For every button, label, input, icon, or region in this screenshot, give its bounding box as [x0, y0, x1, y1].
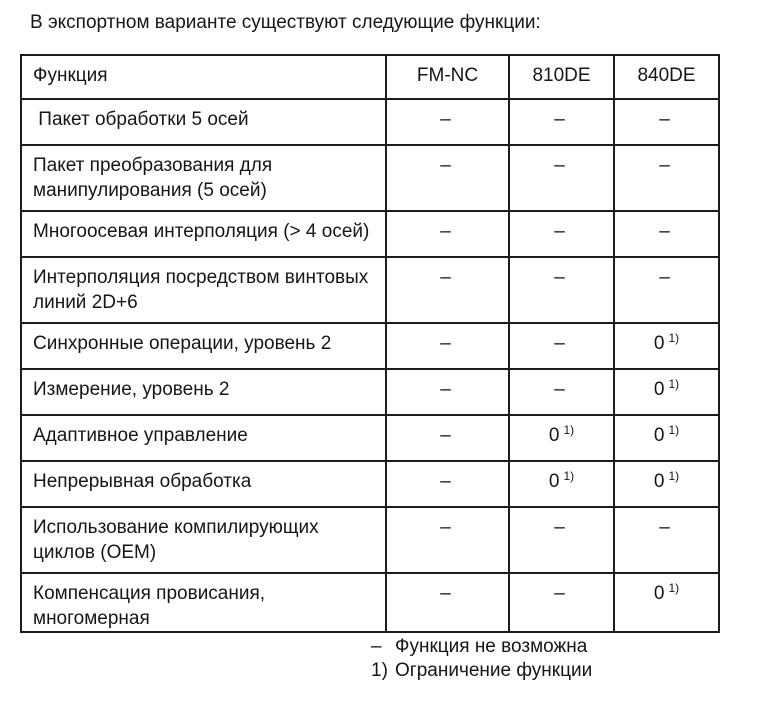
legend-text: Функция не возможна: [395, 636, 588, 657]
value-cell: [386, 507, 509, 573]
cell-value: –: [659, 221, 670, 242]
value-cell: [614, 573, 719, 632]
cell-value: –: [554, 267, 565, 288]
function-label: Адаптивное управление: [21, 415, 386, 461]
cell-footnote: 1): [563, 468, 575, 483]
intro-text: В экспортном варианте существуют следующие функции:: [30, 12, 541, 33]
cell-value: –: [554, 517, 565, 538]
table-row: [21, 507, 719, 573]
cell-value: 0: [653, 425, 665, 446]
table-row: [21, 415, 719, 461]
cell-value: –: [440, 425, 451, 446]
cell-value: –: [440, 583, 451, 604]
value-cell: [509, 145, 614, 211]
cell-value: –: [659, 517, 670, 538]
value-cell: [614, 145, 719, 211]
function-label: Синхронные операции, уровень 2: [21, 323, 386, 369]
cell-value: –: [554, 155, 565, 176]
function-label: Компенсация провисания, многомерная: [21, 573, 386, 632]
function-label: Многоосевая интерполяция (> 4 осей): [21, 211, 386, 257]
value-cell: [509, 257, 614, 323]
table-row: [21, 257, 719, 323]
col-header-fm-nc: FM-NC: [386, 55, 509, 99]
legend-marker: –: [371, 636, 382, 657]
value-cell: [614, 507, 719, 573]
cell-value: –: [554, 333, 565, 354]
table-row: [21, 211, 719, 257]
cell-footnote: 1): [563, 422, 575, 437]
value-cell: [614, 99, 719, 145]
table-row: [21, 369, 719, 415]
value-cell: [386, 257, 509, 323]
cell-value: –: [659, 267, 670, 288]
cell-value: 0: [653, 471, 665, 492]
col-header-840de: 840DE: [614, 55, 719, 99]
value-cell: [386, 369, 509, 415]
cell-value: –: [440, 471, 451, 492]
function-label: Пакет обработки 5 осей: [21, 99, 386, 145]
cell-value: 0: [653, 583, 665, 604]
cell-value: –: [440, 267, 451, 288]
function-label: Пакет преобразования для манипулирования (5 осей): [21, 145, 386, 211]
value-cell: [614, 257, 719, 323]
value-cell: [509, 415, 614, 461]
cell-footnote: 1): [668, 468, 680, 483]
legend-item-footnote: [371, 659, 592, 683]
function-label: Измерение, уровень 2: [21, 369, 386, 415]
value-cell: [386, 145, 509, 211]
table-row: [21, 573, 719, 632]
cell-value: –: [554, 221, 565, 242]
value-cell: [386, 211, 509, 257]
cell-footnote: 1): [668, 330, 680, 345]
legend: [371, 635, 592, 683]
value-cell: [386, 461, 509, 507]
table-row: [21, 461, 719, 507]
value-cell: [386, 573, 509, 632]
cell-value: –: [554, 109, 565, 130]
cell-value: –: [440, 379, 451, 400]
col-header-810de: 810DE: [509, 55, 614, 99]
value-cell: [614, 369, 719, 415]
cell-value: –: [659, 155, 670, 176]
value-cell: [509, 99, 614, 145]
legend-text: Ограничение функции: [395, 660, 593, 681]
functions-table: [20, 54, 720, 633]
cell-footnote: 1): [668, 422, 680, 437]
cell-footnote: 1): [668, 376, 680, 391]
function-label: Интерполяция посредством винтовых линий 2D+6: [21, 257, 386, 323]
cell-value: –: [440, 109, 451, 130]
table-row: [21, 145, 719, 211]
table-header-row: [21, 55, 719, 99]
cell-value: –: [440, 517, 451, 538]
cell-value: –: [440, 333, 451, 354]
function-label: Использование компилирующих циклов (OEM): [21, 507, 386, 573]
cell-value: –: [440, 155, 451, 176]
value-cell: [614, 211, 719, 257]
table-row: [21, 323, 719, 369]
cell-value: 0: [653, 379, 665, 400]
value-cell: [509, 507, 614, 573]
legend-item-dash: [371, 635, 592, 659]
cell-value: 0: [653, 333, 665, 354]
cell-footnote: 1): [668, 580, 680, 595]
cell-value: –: [554, 583, 565, 604]
value-cell: [386, 415, 509, 461]
value-cell: [509, 323, 614, 369]
col-header-function: Функция: [21, 55, 386, 99]
value-cell: [509, 461, 614, 507]
cell-value: 0: [548, 425, 560, 446]
cell-value: –: [440, 221, 451, 242]
cell-value: 0: [548, 471, 560, 492]
value-cell: [614, 323, 719, 369]
legend-marker: 1): [371, 660, 388, 681]
value-cell: [386, 99, 509, 145]
value-cell: [614, 415, 719, 461]
cell-value: –: [554, 379, 565, 400]
function-label: Непрерывная обработка: [21, 461, 386, 507]
value-cell: [509, 369, 614, 415]
value-cell: [386, 323, 509, 369]
value-cell: [614, 461, 719, 507]
cell-value: –: [659, 109, 670, 130]
value-cell: [509, 211, 614, 257]
table-row: [21, 99, 719, 145]
value-cell: [509, 573, 614, 632]
